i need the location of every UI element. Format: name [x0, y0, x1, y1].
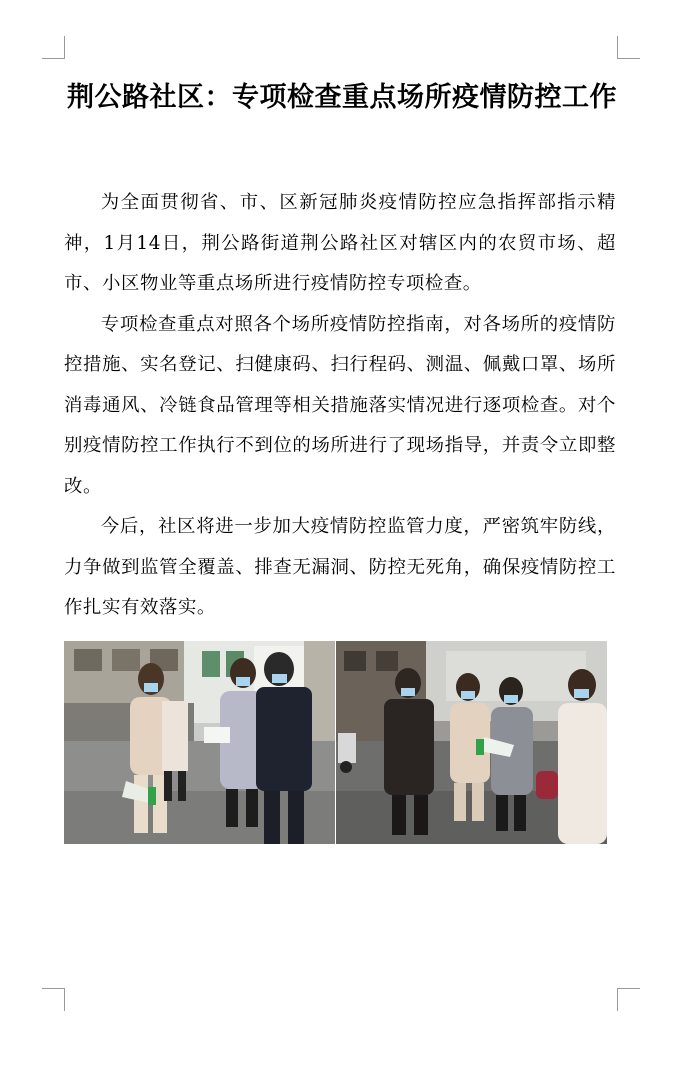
paragraph-1: 为全面贯彻省、市、区新冠肺炎疫情防控应急指挥部指示精神，1月14日，荆公路街道荆公路社区对辖区内的农贸市场、超市、小区物业等重点场所进行疫情防控专项检查。	[64, 192, 616, 294]
crop-mark-top-left	[42, 36, 65, 59]
paragraph-2: 专项检查重点对照各个场所疫情防控指南，对各场所的疫情防控措施、实名登记、扫健康码、扫行程码、测温、佩戴口罩、场所消毒通风、冷链食品管理等相关措施落实情况进行逐项检查。对个别疫情防控工作执行不到位的场所进行了现场指导，并责令立即整改。	[64, 313, 616, 497]
crop-mark-bottom-right	[617, 988, 640, 1011]
photo-inspection-entrance	[64, 641, 335, 844]
photo-strip	[64, 641, 607, 844]
paragraph-3: 今后，社区将进一步加大疫情防控监管力度，严密筑牢防线，力争做到监管全覆盖、排查无漏洞、防控无死角，确保疫情防控工作扎实有效落实。	[64, 516, 616, 618]
document-title: 荆公路社区：专项检查重点场所疫情防控工作	[67, 82, 617, 113]
document-body	[64, 183, 616, 629]
photo-inspection-street	[336, 641, 607, 844]
crop-mark-bottom-left	[42, 988, 65, 1011]
crop-mark-top-right	[617, 36, 640, 59]
